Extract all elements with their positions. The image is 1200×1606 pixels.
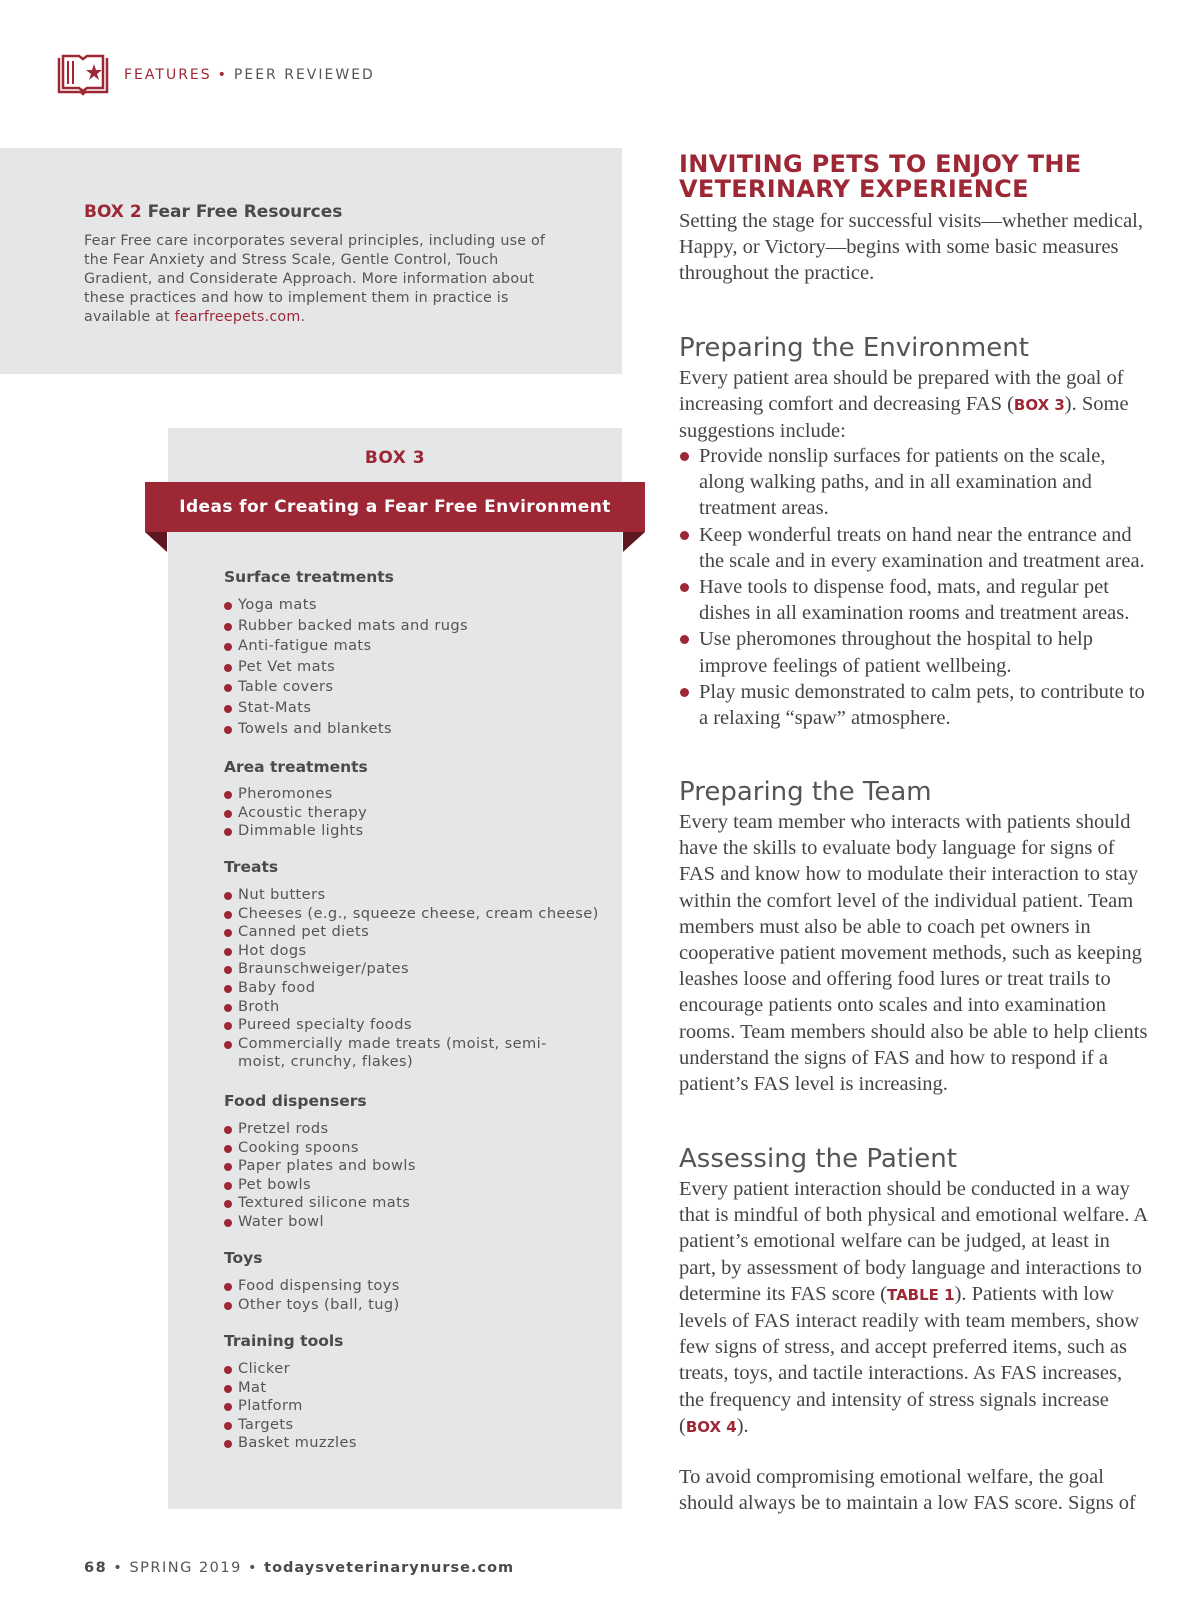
- assessing-paragraph: [679, 1176, 1149, 1440]
- list-item: Rubber backed mats and rugs: [224, 617, 468, 636]
- list-item: Commercially made treats (moist, semi-moist, crunchy, flakes): [224, 1035, 568, 1072]
- box2-text: Fear Free care incorporates several principles, including use of the Fear Anxiety and Stress Scale, Gentle Control, Touch Gradient, and Considerate Approach. More information about these practices and how to implement them in practice is available at: [84, 233, 546, 325]
- list-item: Clicker: [224, 1360, 357, 1379]
- box2-title: [84, 202, 342, 222]
- list-item: Targets: [224, 1416, 357, 1435]
- surface-treatments-list: [224, 596, 468, 738]
- box2-end: .: [300, 309, 306, 325]
- environment-text-end: ). Some suggestions include:: [679, 393, 1129, 443]
- book-star-icon: [57, 52, 109, 96]
- area-treatments-list: [224, 785, 367, 841]
- ribbon-fold-left: [145, 532, 167, 552]
- assessing-text: Every patient interaction should be conducted in a way that is mindful of both physical and emotional welfare. A patient’s emotional welfare can be judged, at least in part, by assessment of body language and interactions to determine its FAS score (: [679, 1178, 1147, 1305]
- list-item: Stat-Mats: [224, 699, 468, 718]
- list-item: Use pheromones throughout the hospital to help improve feelings of patient wellbeing.: [679, 626, 1149, 678]
- category-area-treatments: Area treatments: [224, 758, 368, 776]
- toys-list: [224, 1277, 400, 1314]
- fearfree-link[interactable]: fearfreepets.com: [174, 309, 301, 325]
- list-item: Paper plates and bowls: [224, 1157, 416, 1176]
- list-item: Hot dogs: [224, 942, 604, 961]
- list-item: Mat: [224, 1379, 357, 1398]
- footer-separator: •: [247, 1560, 259, 1576]
- training-tools-list: [224, 1360, 357, 1453]
- list-item: Cheeses (e.g., squeeze cheese, cream cheese): [224, 905, 604, 924]
- ribbon-fold-right: [623, 532, 645, 552]
- treats-list: [224, 886, 604, 1072]
- category-treats: Treats: [224, 858, 279, 876]
- list-item: Yoga mats: [224, 596, 468, 615]
- section-title-assessing: Assessing the Patient: [679, 1144, 957, 1174]
- subsection-label: PEER REVIEWED: [233, 67, 375, 83]
- section-label: FEATURES: [124, 67, 212, 83]
- list-item: Nut butters: [224, 886, 604, 905]
- assessing-text-end: ).: [736, 1414, 749, 1437]
- category-food-dispensers: Food dispensers: [224, 1092, 367, 1110]
- box3-reference[interactable]: BOX 3: [1013, 396, 1065, 415]
- list-item: Provide nonslip surfaces for patients on the scale, along walking paths, and in all examination and treatment areas.: [679, 443, 1149, 522]
- list-item: Braunschweiger/pates: [224, 960, 604, 979]
- list-item: Canned pet diets: [224, 923, 604, 942]
- list-item: Keep wonderful treats on hand near the entrance and the scale and in every examination and treatment area.: [679, 522, 1149, 574]
- page-number: 68: [84, 1560, 108, 1576]
- category-toys: Toys: [224, 1249, 263, 1267]
- section-kicker: [124, 67, 375, 83]
- category-surface-treatments: Surface treatments: [224, 568, 394, 586]
- list-item: Basket muzzles: [224, 1434, 357, 1453]
- environment-text: Every patient area should be prepared with the goal of increasing comfort and decreasing FAS (: [679, 367, 1124, 416]
- list-item: Other toys (ball, tug): [224, 1296, 400, 1315]
- list-item: Pretzel rods: [224, 1120, 416, 1139]
- section-title-team: Preparing the Team: [679, 777, 932, 807]
- page-footer: [84, 1560, 514, 1576]
- environment-paragraph: [679, 365, 1149, 445]
- box2-body: [84, 232, 564, 327]
- list-item: Water bowl: [224, 1213, 416, 1232]
- assessing-text-mid: ). Patients with low levels of FAS interact readily with team members, show few signs of stress, and accept preferred items, such as treats, toys, and tactile interactions. As FAS increases, the frequency and intensity of stress signals increase (: [679, 1282, 1140, 1437]
- section-title-environment: Preparing the Environment: [679, 333, 1029, 363]
- environment-suggestions-list: [679, 443, 1149, 731]
- list-item: Food dispensing toys: [224, 1277, 400, 1296]
- list-item: Textured silicone mats: [224, 1194, 416, 1213]
- list-item: Broth: [224, 998, 604, 1017]
- kicker-separator: •: [217, 67, 228, 83]
- article-intro: Setting the stage for successful visits—whether medical, Happy, or Victory—begins with some basic measures throughout the practice.: [679, 210, 1143, 285]
- list-item: Table covers: [224, 678, 468, 697]
- food-dispensers-list: [224, 1120, 416, 1232]
- box3-panel: [168, 428, 622, 1509]
- site-url[interactable]: todaysveterinarynurse.com: [264, 1560, 515, 1576]
- list-item: Cooking spoons: [224, 1139, 416, 1158]
- list-item: Baby food: [224, 979, 604, 998]
- list-item: Platform: [224, 1397, 357, 1416]
- box2-label: BOX 2: [84, 202, 142, 222]
- footer-separator: •: [113, 1560, 124, 1576]
- article-heading: INVITING PETS TO ENJOY THE VETERINARY EXPERIENCE: [679, 150, 1082, 203]
- team-paragraph: Every team member who interacts with patients should have the skills to evaluate body language for signs of FAS and know how to modulate their interaction to stay within the comfort level of the individual patient. Team members must also be able to coach pet owners in cooperative patient movement methods, such as keeping leashes loose and offering food lures or treat trails to encourage patients onto scales and into examination rooms. Team members should also be able to help clients understand the signs of FAS and how to respond if a patient’s FAS level is increasing.: [679, 811, 1148, 1096]
- table1-reference[interactable]: TABLE 1: [887, 1285, 955, 1304]
- list-item: Anti-fatigue mats: [224, 637, 468, 656]
- box3-title-ribbon: Ideas for Creating a Fear Free Environment: [145, 482, 645, 532]
- list-item: Pheromones: [224, 785, 367, 804]
- list-item: Have tools to dispense food, mats, and regular pet dishes in all examination rooms and treatment areas.: [679, 574, 1149, 626]
- list-item: Towels and blankets: [224, 720, 468, 739]
- issue-label: SPRING 2019: [129, 1560, 242, 1576]
- list-item: Pet bowls: [224, 1176, 416, 1195]
- list-item: Pureed specialty foods: [224, 1016, 604, 1035]
- list-item: Acoustic therapy: [224, 804, 367, 823]
- list-item: Pet Vet mats: [224, 658, 468, 677]
- category-training-tools: Training tools: [224, 1332, 344, 1350]
- box2-panel: [0, 148, 622, 374]
- box3-label: BOX 3: [364, 448, 426, 468]
- list-item: Play music demonstrated to calm pets, to contribute to a relaxing “spaw” atmosphere.: [679, 679, 1149, 731]
- assessing-paragraph-2: To avoid compromising emotional welfare, the goal should always be to maintain a low FAS score. Signs of: [679, 1466, 1136, 1515]
- box4-reference[interactable]: BOX 4: [685, 1417, 737, 1436]
- box2-heading: Fear Free Resources: [147, 202, 343, 222]
- list-item: Dimmable lights: [224, 822, 367, 841]
